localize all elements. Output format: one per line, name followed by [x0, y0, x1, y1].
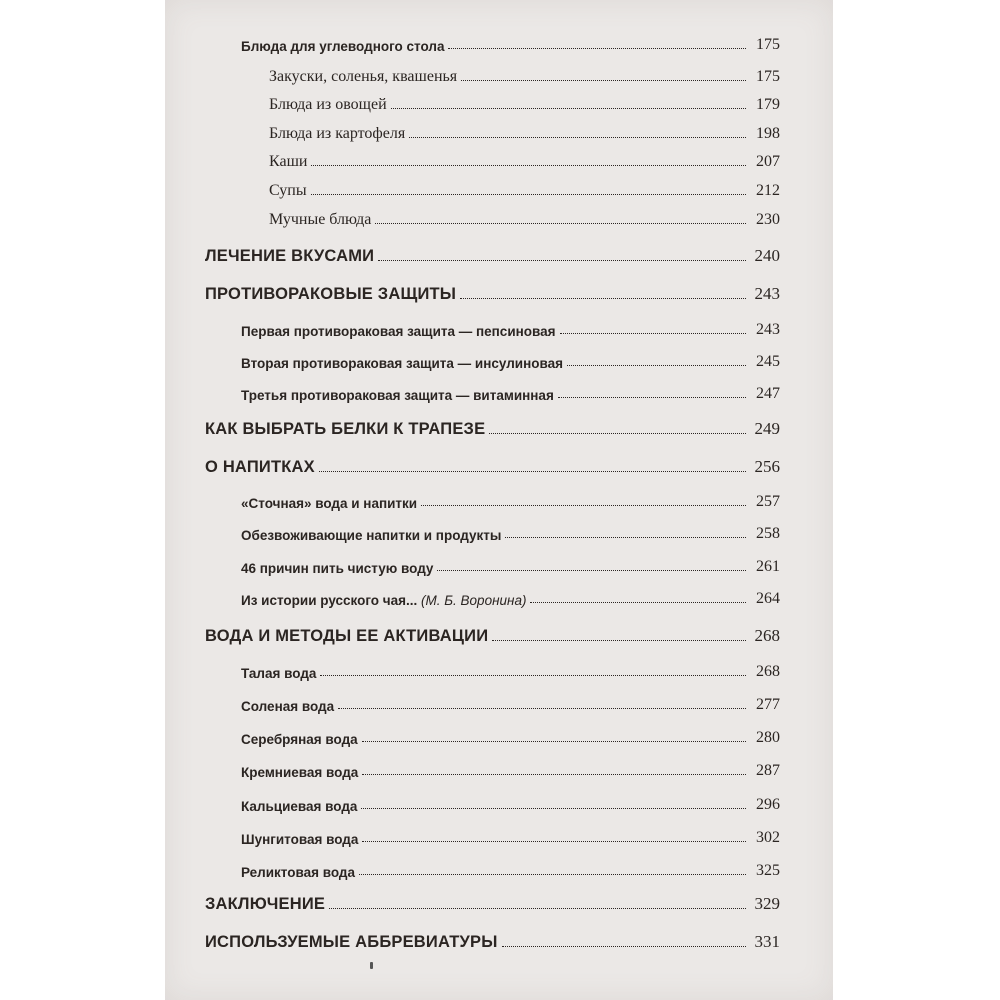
toc-entry-title: Закуски, соленья, квашенья: [269, 68, 458, 85]
dot-leader: [359, 874, 746, 875]
toc-entry: [205, 754, 780, 780]
dot-leader: [329, 908, 746, 909]
toc-entry: [205, 582, 780, 608]
toc-section: [205, 926, 780, 952]
toc-entry-title: Шунгитовая вода: [241, 832, 359, 847]
toc-entry-page: 268: [756, 663, 780, 680]
dot-leader: [311, 194, 746, 195]
toc-entry-page: 331: [754, 932, 780, 951]
toc-entry: [205, 28, 780, 54]
toc-entry-page: 261: [756, 558, 780, 575]
toc-entry-page: 175: [756, 68, 780, 85]
toc-entry: [205, 60, 780, 86]
toc-entry-page: 212: [756, 182, 780, 199]
toc-entry-page: 243: [754, 284, 780, 303]
dot-leader: [489, 433, 746, 434]
toc-entry: [205, 721, 780, 747]
toc-section-title: КАК ВЫБРАТЬ БЕЛКИ К ТРАПЕЗЕ: [205, 420, 486, 438]
toc-entry: [205, 174, 780, 200]
toc-entry-page: 264: [756, 590, 780, 607]
toc-entry-page: 179: [756, 96, 780, 113]
dot-leader: [502, 946, 746, 947]
toc-section-title: ПРОТИВОРАКОВЫЕ ЗАЩИТЫ: [205, 285, 457, 303]
toc-entry-page: 287: [756, 762, 780, 779]
toc-entry: [205, 550, 780, 576]
toc-entry-page: 302: [756, 829, 780, 846]
dot-leader: [461, 80, 746, 81]
print-mark: [370, 962, 373, 969]
toc-entry: [205, 854, 780, 880]
toc-entry-title: Блюда из картофеля: [269, 125, 406, 142]
toc-entry-title: «Сточная» вода и напитки: [241, 496, 418, 511]
toc-entry-title: Реликтовая вода: [241, 865, 356, 880]
toc-entry-title: Супы: [269, 182, 307, 199]
toc-entry-page: 240: [754, 246, 780, 265]
toc-entry-page: 256: [754, 457, 780, 476]
dot-leader: [375, 223, 746, 224]
toc-entry-title: 46 причин пить чистую воду: [241, 561, 434, 576]
dot-leader: [362, 841, 746, 842]
toc-section: [205, 888, 780, 914]
dot-leader: [421, 505, 746, 506]
toc-section: [205, 620, 780, 646]
dot-leader: [409, 137, 746, 138]
toc-entry: [205, 377, 780, 403]
toc-entry-title-text: Из истории русского чая...: [241, 593, 418, 608]
toc-entry: [205, 203, 780, 229]
toc-entry-title: Первая противораковая защита — пепсиновая: [241, 324, 556, 339]
toc-entry-title: Вторая противораковая защита — инсулиновая: [241, 356, 563, 371]
dot-leader: [530, 602, 746, 603]
toc-section-title: ЗАКЛЮЧЕНИЕ: [205, 895, 326, 913]
toc-entry-title: Обезвоживающие напитки и продукты: [241, 528, 502, 543]
toc-entry-page: 247: [756, 385, 780, 402]
toc-entry-author: (М. Б. Воронина): [421, 593, 527, 608]
toc-entry-title: Третья противораковая защита — витаминная: [241, 388, 554, 403]
toc-entry-page: 243: [756, 321, 780, 338]
table-of-contents: [205, 0, 780, 1000]
toc-entry-title: Соленая вода: [241, 699, 335, 714]
toc-entry-page: 268: [754, 626, 780, 645]
dot-leader: [361, 808, 746, 809]
toc-entry: [205, 145, 780, 171]
dot-leader: [378, 260, 746, 261]
dot-leader: [460, 298, 746, 299]
toc-section: [205, 413, 780, 439]
toc-entry-page: 257: [756, 493, 780, 510]
toc-entry: [205, 313, 780, 339]
toc-entry-title: Каши: [269, 153, 308, 170]
dot-leader: [362, 774, 746, 775]
toc-entry-page: 280: [756, 729, 780, 746]
toc-entry: [205, 821, 780, 847]
toc-entry-title: Серебряная вода: [241, 732, 358, 747]
dot-leader: [320, 675, 746, 676]
toc-section: [205, 278, 780, 304]
toc-entry-title: Кремниевая вода: [241, 765, 359, 780]
toc-entry-page: 175: [756, 36, 780, 53]
toc-entry-title: Кальциевая вода: [241, 799, 358, 814]
toc-entry: [205, 88, 780, 114]
toc-entry: [205, 345, 780, 371]
dot-leader: [311, 165, 746, 166]
toc-entry: [205, 688, 780, 714]
toc-entry-title: [241, 593, 528, 608]
dot-leader: [567, 365, 746, 366]
toc-entry-page: 296: [756, 796, 780, 813]
toc-entry-page: 329: [754, 894, 780, 913]
toc-entry-title: Блюда для углеводного стола: [241, 39, 445, 54]
toc-entry-title: Блюда из овощей: [269, 96, 387, 113]
toc-section-title: ВОДА И МЕТОДЫ ЕЕ АКТИВАЦИИ: [205, 627, 489, 645]
dot-leader: [448, 48, 746, 49]
toc-entry: [205, 788, 780, 814]
toc-section-title: О НАПИТКАХ: [205, 458, 315, 476]
toc-entry-page: 277: [756, 696, 780, 713]
toc-entry-page: 198: [756, 125, 780, 142]
dot-leader: [362, 741, 746, 742]
toc-entry-page: 258: [756, 525, 780, 542]
toc-section-title: ИСПОЛЬЗУЕМЫЕ АББРЕВИАТУРЫ: [205, 933, 498, 951]
toc-entry-title: Мучные блюда: [269, 211, 372, 228]
toc-entry: [205, 655, 780, 681]
dot-leader: [338, 708, 746, 709]
dot-leader: [492, 640, 746, 641]
dot-leader: [505, 537, 746, 538]
toc-entry: [205, 485, 780, 511]
toc-entry: [205, 117, 780, 143]
toc-section: [205, 451, 780, 477]
toc-entry-page: 249: [754, 419, 780, 438]
dot-leader: [560, 333, 746, 334]
dot-leader: [391, 108, 746, 109]
toc-section: [205, 240, 780, 266]
toc-entry-page: 245: [756, 353, 780, 370]
dot-leader: [437, 570, 746, 571]
dot-leader: [558, 397, 746, 398]
toc-entry: [205, 517, 780, 543]
toc-entry-page: 230: [756, 211, 780, 228]
toc-section-title: ЛЕЧЕНИЕ ВКУСАМИ: [205, 247, 375, 265]
toc-entry-page: 325: [756, 862, 780, 879]
dot-leader: [319, 471, 746, 472]
toc-entry-page: 207: [756, 153, 780, 170]
toc-entry-title: Талая вода: [241, 666, 317, 681]
